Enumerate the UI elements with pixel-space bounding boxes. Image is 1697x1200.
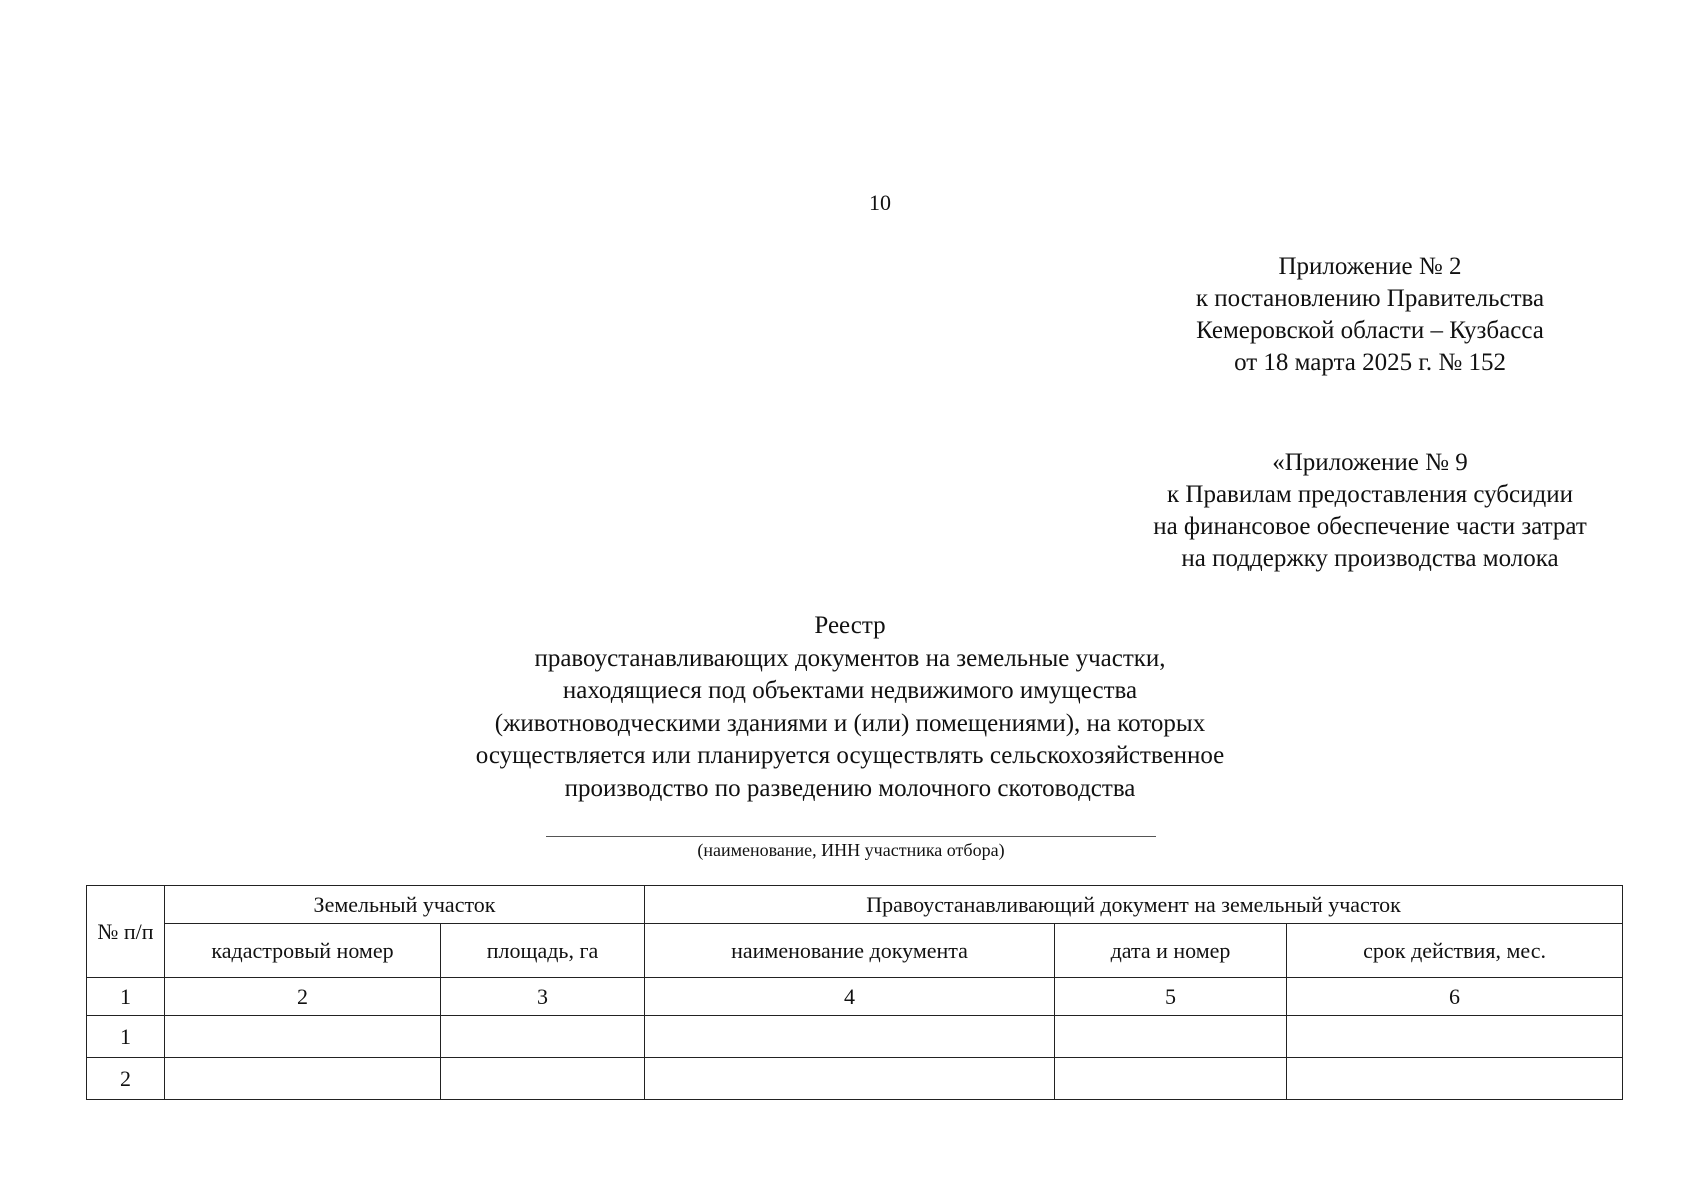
registry-title-line: правоустанавливающих документов на земельные участки,	[534, 644, 1166, 672]
table-cell	[1287, 1058, 1623, 1100]
column-number: 3	[441, 978, 645, 1016]
registry-title-line: находящиеся под объектами недвижимого имущества	[562, 677, 1138, 704]
registry-title-line: производство по разведению молочного скотоводства	[564, 774, 1136, 802]
table-cell	[441, 1016, 645, 1058]
registry-title	[300, 610, 1400, 805]
participant-caption: (наименование, ИНН участника отбора)	[697, 840, 1005, 860]
header-validity: срок действия, мес.	[1287, 924, 1623, 978]
table-cell	[165, 1016, 441, 1058]
table-cell	[1287, 1016, 1623, 1058]
table-row	[87, 1016, 1623, 1058]
header-row-columns	[87, 924, 1623, 978]
table-row	[87, 1058, 1623, 1100]
header-area: площадь, га	[441, 924, 645, 978]
table-cell	[1055, 1016, 1287, 1058]
participant-name-line	[546, 836, 1156, 837]
column-number: 5	[1055, 978, 1287, 1016]
appendix-2-line: Приложение № 2	[1278, 253, 1462, 280]
header-document-name: наименование документа	[645, 924, 1055, 978]
appendix-9-block	[1100, 447, 1640, 575]
appendix-2-line: от 18 марта 2025 г. № 152	[1234, 349, 1506, 376]
appendix-9-line: на финансовое обеспечение части затрат	[1153, 513, 1587, 540]
header-group-document: Правоустанавливающий документ на земельный участок	[645, 886, 1623, 924]
table-cell	[645, 1016, 1055, 1058]
column-number: 2	[165, 978, 441, 1016]
registry-title-line: Реестр	[814, 612, 886, 639]
header-number: № п/п	[87, 886, 165, 978]
appendix-2-line: Кемеровской области – Кузбасса	[1196, 317, 1544, 344]
table-cell	[1055, 1058, 1287, 1100]
appendix-9-line: на поддержку производства молока	[1181, 545, 1559, 572]
column-number: 6	[1287, 978, 1623, 1016]
registry-table	[86, 885, 1623, 1100]
appendix-9-line: к Правилам предоставления субсидии	[1167, 481, 1573, 508]
table-cell	[165, 1058, 441, 1100]
registry-title-line: осуществляется или планируется осуществлять сельскохозяйственное	[475, 742, 1225, 769]
page-number: 10	[869, 190, 891, 215]
header-group-land: Земельный участок	[165, 886, 645, 924]
header-row-groups	[87, 886, 1623, 924]
header-date-number: дата и номер	[1055, 924, 1287, 978]
column-number-row	[87, 978, 1623, 1016]
registry-title-line: (животноводческими зданиями и (или) помещениями), на которых	[494, 709, 1206, 737]
table-cell	[441, 1058, 645, 1100]
row-number: 2	[87, 1058, 165, 1100]
column-number: 4	[645, 978, 1055, 1016]
column-number: 1	[87, 978, 165, 1016]
appendix-2-block	[1125, 251, 1615, 379]
appendix-9-line: «Приложение № 9	[1272, 449, 1468, 476]
header-cadastral-number: кадастровый номер	[165, 924, 441, 978]
appendix-2-line: к постановлению Правительства	[1195, 285, 1545, 312]
table-cell	[645, 1058, 1055, 1100]
row-number: 1	[87, 1016, 165, 1058]
